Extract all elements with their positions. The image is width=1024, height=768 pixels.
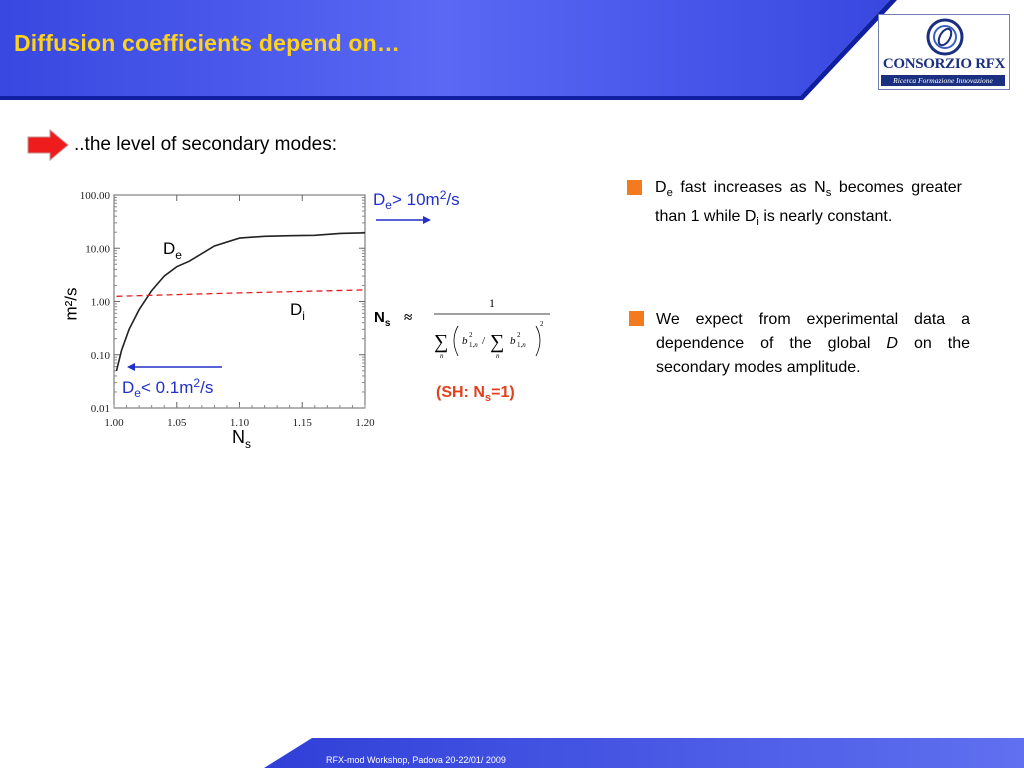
x-tick-label: 1.00 (104, 417, 124, 429)
y-axis-label: m²/s (61, 287, 81, 321)
svg-text:b: b (462, 335, 468, 347)
arrow-left-icon (127, 363, 222, 371)
y-tick-label: 0.01 (90, 403, 110, 415)
svg-text:n: n (496, 352, 500, 360)
svg-text:∑: ∑ (434, 331, 449, 353)
red-arrow-icon (26, 128, 70, 162)
bullet-square-icon (629, 311, 644, 326)
plot-frame (114, 195, 365, 408)
consorzio-rfx-logo (878, 14, 1010, 90)
ns-formula (370, 292, 570, 372)
logo-tagline: Ricerca Formazione Innovazione (881, 75, 1005, 86)
slide-title: Diffusion coefficients depend on… (14, 30, 401, 56)
svg-text:n: n (440, 352, 444, 360)
y-tick-label: 0.10 (90, 349, 110, 362)
footer-band (0, 738, 1024, 768)
x-axis-label: $N_s$ (232, 427, 251, 451)
formula-numerator: 1 (489, 296, 495, 310)
y-tick-label: 100.00 (79, 190, 110, 202)
x-tick-label: 1.15 (292, 417, 312, 429)
arrow-right-icon (376, 216, 431, 224)
note-de-increase: $D_e$ fast increases as $N_s$ becomes greater than 1 while $D_i$ is nearly constant. (655, 179, 963, 229)
series-label-di: $D_i$ (290, 300, 305, 323)
x-tick-label: 1.10 (229, 417, 250, 429)
footer-text: RFX-mod Workshop, Padova 20-22/01/ 2009 (326, 755, 506, 765)
svg-text:∑: ∑ (490, 331, 505, 353)
svg-text:2: 2 (469, 331, 473, 339)
bullet-square-icon (627, 180, 642, 195)
x-tick-label: 1.20 (355, 417, 375, 429)
annotation-de-high: $D_e> 10m^2/s$ (373, 188, 460, 212)
note-expectation: We expect from experimental data a dependence of the global D on the secondary modes amplitude. (656, 311, 970, 376)
svg-text:2: 2 (517, 331, 521, 339)
series-line-de (117, 233, 366, 371)
intro-text: ..the level of secondary modes: (74, 134, 337, 155)
svg-text:2: 2 (540, 320, 544, 328)
y-tick-label: 10.00 (85, 243, 110, 256)
sh-note: (SH: $N_s=1$) (436, 384, 515, 405)
annotation-de-low: $D_e< 0.1m^2/s$ (122, 376, 214, 400)
svg-text:b: b (510, 335, 516, 347)
svg-text:/: / (482, 335, 486, 347)
x-tick-label: 1.05 (167, 417, 187, 429)
svg-text:1,n: 1,n (517, 341, 526, 349)
series-label-de: $D_e$ (163, 239, 182, 262)
logo-emblem-icon (879, 15, 1009, 59)
logo-name: CONSORZIO RFX (882, 56, 1006, 72)
formula-lhs: $N_s$ (374, 309, 391, 329)
formula-approx: ≈ (404, 310, 413, 326)
formula-denominator (434, 320, 544, 360)
svg-text:1,n: 1,n (469, 341, 478, 349)
series-line-di (117, 290, 366, 296)
y-tick-label: 1.00 (90, 296, 110, 309)
